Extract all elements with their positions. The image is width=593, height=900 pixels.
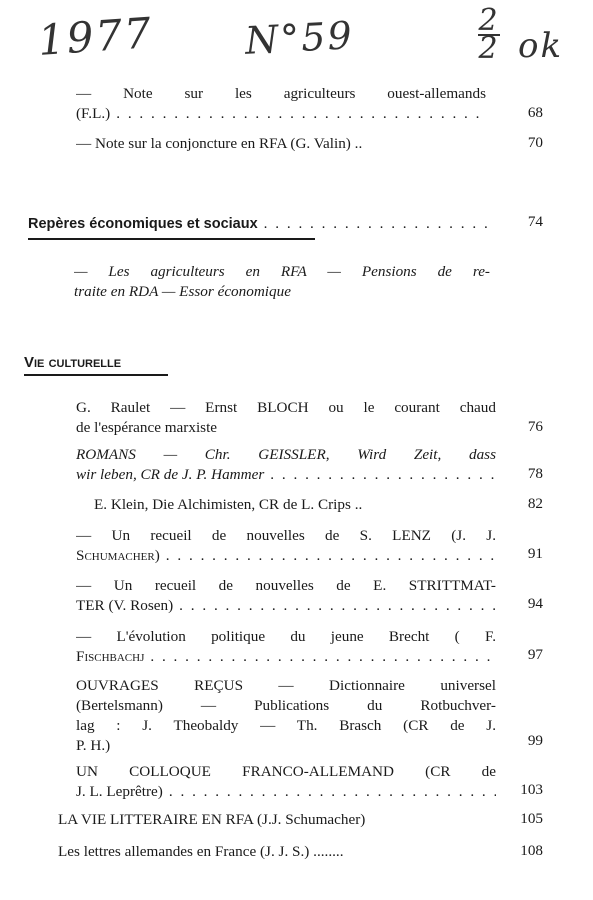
toc-entry-ouvrages-recus xyxy=(76,676,496,756)
section-underline xyxy=(24,374,168,376)
entry-line: OUVRAGES REÇUS — Dictionnaire universel xyxy=(76,677,496,694)
entry-line: Fischbachj xyxy=(76,648,145,665)
toc-entry-vie-litteraire xyxy=(58,810,498,830)
entry-line: — L'évolution politique du jeune Brecht ( F. xyxy=(76,628,496,645)
entry-line: wir leben, CR de J. P. Hammer xyxy=(76,466,265,483)
page-number: 78 xyxy=(527,465,543,482)
entry-line: E. Klein, Die Alchimisten, CR de L. Crips .. xyxy=(94,496,363,513)
entry-line: (Bertelsmann) — Publications du Rotbuchver- xyxy=(76,697,496,714)
leader-dots xyxy=(110,104,486,124)
page-number: 74 xyxy=(527,213,543,230)
entry-last-line xyxy=(76,465,496,485)
leader-dots xyxy=(163,782,496,802)
toc-entry-strittmatter xyxy=(76,576,496,616)
entry-line: traite en RDA — Essor économique xyxy=(74,283,291,300)
entry-line: Schumacher) xyxy=(76,547,160,564)
page-number: 76 xyxy=(527,418,543,435)
entry-line: — Note sur les agriculteurs ouest-allemands xyxy=(76,85,486,102)
leader-dots xyxy=(160,546,496,566)
toc-entry-agriculteurs xyxy=(76,84,486,124)
entry-line: — Un recueil de nouvelles de S. LENZ (J. J. xyxy=(76,527,496,544)
handwritten-fraction xyxy=(478,3,500,66)
toc-entry-reperes-sub xyxy=(74,262,490,302)
page-number: 105 xyxy=(520,810,543,827)
leader-dots xyxy=(264,465,496,485)
entry-last-line xyxy=(28,214,493,234)
fraction-top: 2 xyxy=(478,3,500,38)
entry-line: TER (V. Rosen) xyxy=(76,597,174,614)
entry-line: ROMANS — Chr. GEISSLER, Wird Zeit, dass xyxy=(76,446,496,463)
leader-dots xyxy=(258,214,493,234)
entry-line: LA VIE LITTERAIRE EN RFA (J.J. Schumacher) xyxy=(58,811,366,828)
page-number: 70 xyxy=(527,134,543,151)
leader-dots xyxy=(144,647,496,667)
entry-line: Les lettres allemandes en France (J. J. S.) ........ xyxy=(58,843,344,860)
entry-line: de l'espérance marxiste xyxy=(76,419,218,436)
entry-line: — Note sur la conjoncture en RFA (G. Valin) .. xyxy=(76,135,363,152)
entry-last-line xyxy=(76,104,486,124)
toc-entry-conjoncture xyxy=(76,134,486,154)
page-number: 97 xyxy=(527,646,543,663)
page-number: 108 xyxy=(520,842,543,859)
toc-entry-romans xyxy=(76,445,496,485)
entry-last-line xyxy=(76,782,496,802)
section-title: Repères économiques et sociaux xyxy=(28,216,258,232)
page-number: 91 xyxy=(527,545,543,562)
page-number: 82 xyxy=(527,495,543,512)
entry-last-line xyxy=(76,546,496,566)
page-number: 103 xyxy=(520,781,543,798)
fraction-bottom: 2 xyxy=(478,31,500,66)
handwritten-ok: ok xyxy=(518,26,564,66)
toc-entry-bloch xyxy=(76,398,496,438)
page-number: 94 xyxy=(527,595,543,612)
section-title-vie-culturelle: Vie culturelle xyxy=(24,354,122,371)
toc-entry-lenz xyxy=(76,526,496,566)
leader-dots xyxy=(173,596,496,616)
toc-entry-klein xyxy=(94,495,496,515)
entry-line: UN COLLOQUE FRANCO-ALLEMAND (CR de xyxy=(76,763,496,780)
page-number: 99 xyxy=(527,732,543,749)
toc-entry-colloque xyxy=(76,762,496,802)
entry-last-line xyxy=(76,596,496,616)
entry-line: lag : J. Theobaldy — Th. Brasch (CR de J. xyxy=(76,717,496,734)
handwritten-issue-number: N°59 xyxy=(243,13,355,63)
entry-line: — Un recueil de nouvelles de E. STRITTMAT- xyxy=(76,577,496,594)
toc-section-reperes xyxy=(28,214,493,234)
toc-entry-lettres-allemandes xyxy=(58,842,498,862)
entry-line: J. L. Leprêtre) xyxy=(76,783,163,800)
section-underline xyxy=(28,238,315,240)
page-number: 68 xyxy=(527,104,543,121)
toc-entry-brecht xyxy=(76,627,496,667)
entry-line: P. H.) xyxy=(76,737,111,754)
entry-line: (F.L.) xyxy=(76,105,111,122)
entry-line: G. Raulet — Ernst BLOCH ou le courant chaud xyxy=(76,399,496,416)
entry-line: — Les agriculteurs en RFA — Pensions de re- xyxy=(74,263,490,280)
handwritten-year: 1977 xyxy=(36,8,155,65)
entry-last-line xyxy=(76,647,496,667)
